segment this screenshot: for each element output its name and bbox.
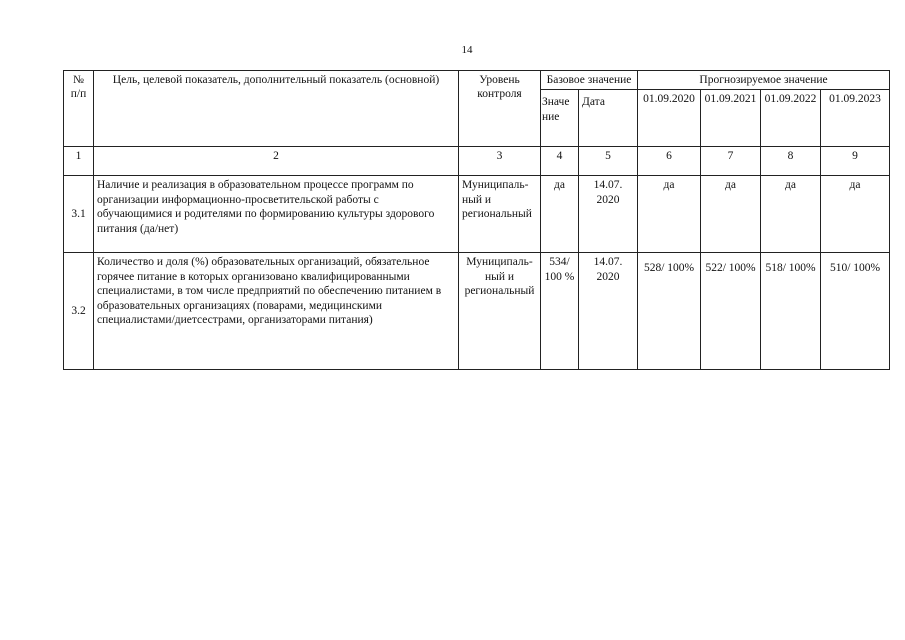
header-row-1	[64, 71, 890, 90]
forecast-value: да	[638, 176, 701, 253]
forecast-value: да	[701, 176, 761, 253]
column-number: 1	[64, 147, 94, 176]
base-date-header: Дата	[579, 90, 638, 147]
goal-text: Количество и доля (%) образовательных организаций, обязательное горячее питание в которых организовано квалифицированными специалистами, в том числе предприятий по обеспечению питанием в образовательных организациях (поварами, медицинскими специалистами/диетсестрами, организаторами питания)	[94, 253, 459, 370]
forecast-header: Прогнозируемое значение	[638, 71, 890, 90]
column-number-row	[64, 147, 890, 176]
page-number: 14	[461, 44, 473, 56]
control-level: Муниципаль-ный и региональный	[459, 253, 541, 370]
base-header: Базовое значение	[541, 71, 638, 90]
forecast-value: 510/ 100%	[821, 253, 890, 370]
forecast-date-header: 01.09.2021	[701, 90, 761, 147]
base-date: 14.07. 2020	[579, 253, 638, 370]
forecast-date-header: 01.09.2020	[638, 90, 701, 147]
control-level: Муниципаль-ный и региональный	[459, 176, 541, 253]
column-number: 7	[701, 147, 761, 176]
column-number: 2	[94, 147, 459, 176]
forecast-date-header: 01.09.2023	[821, 90, 890, 147]
column-number: 4	[541, 147, 579, 176]
column-number: 8	[761, 147, 821, 176]
level-header: Уровень контроля	[459, 71, 541, 147]
table-row	[64, 253, 890, 370]
row-number: 3.2	[64, 253, 94, 370]
row-number: 3.1	[64, 176, 94, 253]
forecast-value: 518/ 100%	[761, 253, 821, 370]
column-number: 3	[459, 147, 541, 176]
num-header: № п/п	[64, 71, 94, 147]
base-date: 14.07. 2020	[579, 176, 638, 253]
forecast-value: 528/ 100%	[638, 253, 701, 370]
table-row	[64, 176, 890, 253]
column-number: 9	[821, 147, 890, 176]
indicator-table	[63, 70, 890, 370]
goal-text: Наличие и реализация в образовательном процессе программ по организации информационно-просветительской работы с обучающимися и родителями по формированию культуры здорового питания (да/нет)	[94, 176, 459, 253]
column-number: 6	[638, 147, 701, 176]
base-value-header: Значе ние	[541, 90, 579, 147]
base-value: 534/ 100 %	[541, 253, 579, 370]
column-number: 5	[579, 147, 638, 176]
goal-header: Цель, целевой показатель, дополнительный показатель (основной)	[94, 71, 459, 147]
forecast-value: да	[821, 176, 890, 253]
base-value: да	[541, 176, 579, 253]
forecast-value: да	[761, 176, 821, 253]
forecast-value: 522/ 100%	[701, 253, 761, 370]
forecast-date-header: 01.09.2022	[761, 90, 821, 147]
